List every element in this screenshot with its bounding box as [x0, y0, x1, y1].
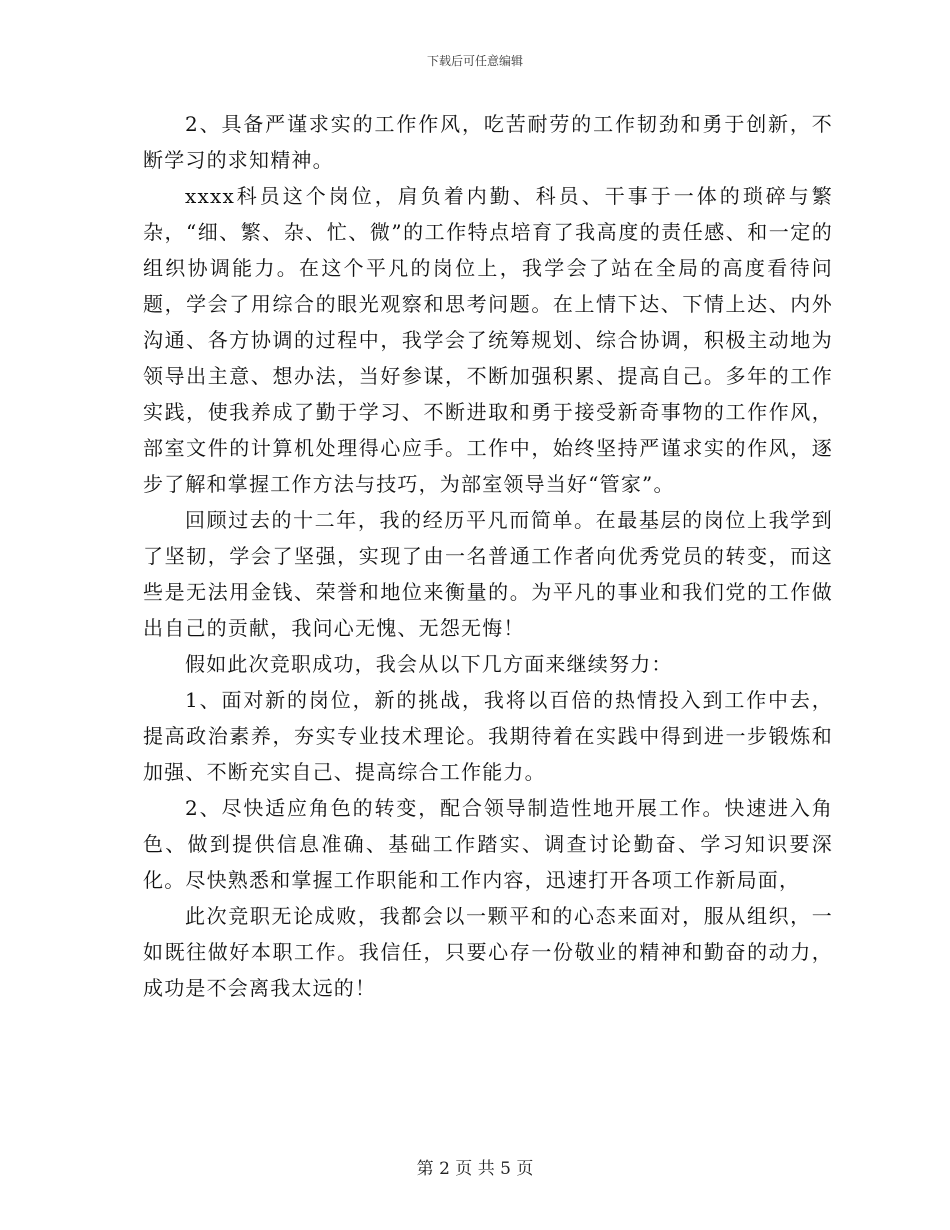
paragraph-plan-2: 2、尽快适应角色的转变，配合领导制造性地开展工作。快速进入角色、做到提供信息准确、基础工作踏实、调查讨论勤奋、学习知识要深化。尽快熟悉和掌握工作职能和工作内容，迅速打开各项工作新局面，	[143, 796, 833, 892]
paragraph-plan-1: 1、面对新的岗位，新的挑战，我将以百倍的热情投入到工作中去，提高政治素养，夯实专业技术理论。我期待着在实践中得到进一步锻炼和加强、不断充实自己、提高综合工作能力。	[143, 688, 833, 784]
paragraph-review: 回顾过去的十二年，我的经历平凡而简单。在最基层的岗位上我学到了坚韧，学会了坚强，实现了由一名普通工作者向优秀党员的转变，而这些是无法用金钱、荣誉和地位来衡量的。为平凡的事业和我们党的工作做出自己的贡献，我问心无愧、无怨无悔！	[143, 508, 833, 640]
paragraph-requirements: 2、具备严谨求实的工作作风，吃苦耐劳的工作韧劲和勇于创新，不断学习的求知精神。	[143, 112, 833, 172]
page-number: 第 2 页 共 5 页	[416, 1159, 534, 1179]
page-header: 下载后可任意编辑	[426, 54, 523, 68]
paragraph-conclusion: 此次竞职无论成败，我都会以一颗平和的心态来面对，服从组织，一如既往做好本职工作。我信任，只要心存一份敬业的精神和勤奋的动力，成功是不会离我太远的！	[143, 904, 833, 1000]
document-body	[143, 106, 833, 1006]
paragraph-intro-plans: 假如此次竞职成功，我会从以下几方面来继续努力：	[185, 652, 673, 676]
paragraph-position-experience: xxxx科员这个岗位，肩负着内勤、科员、干事于一体的琐碎与繁杂，“细、繁、杂、忙、微”的工作特点培育了我高度的责任感、和一定的组织协调能力。在这个平凡的岗位上，我学会了站在全局的高度看待问题，学会了用综合的眼光观察和思考问题。在上情下达、下情上达、内外沟通、各方协调的过程中，我学会了统筹规划、综合协调，积极主动地为领导出主意、想办法，当好参谋，不断加强积累、提高自己。多年的工作实践，使我养成了勤于学习、不断进取和勇于接受新奇事物的工作作风，部室文件的计算机处理得心应手。工作中，始终坚持严谨求实的作风，逐步了解和掌握工作方法与技巧，为部室领导当好“管家”。	[143, 184, 833, 496]
